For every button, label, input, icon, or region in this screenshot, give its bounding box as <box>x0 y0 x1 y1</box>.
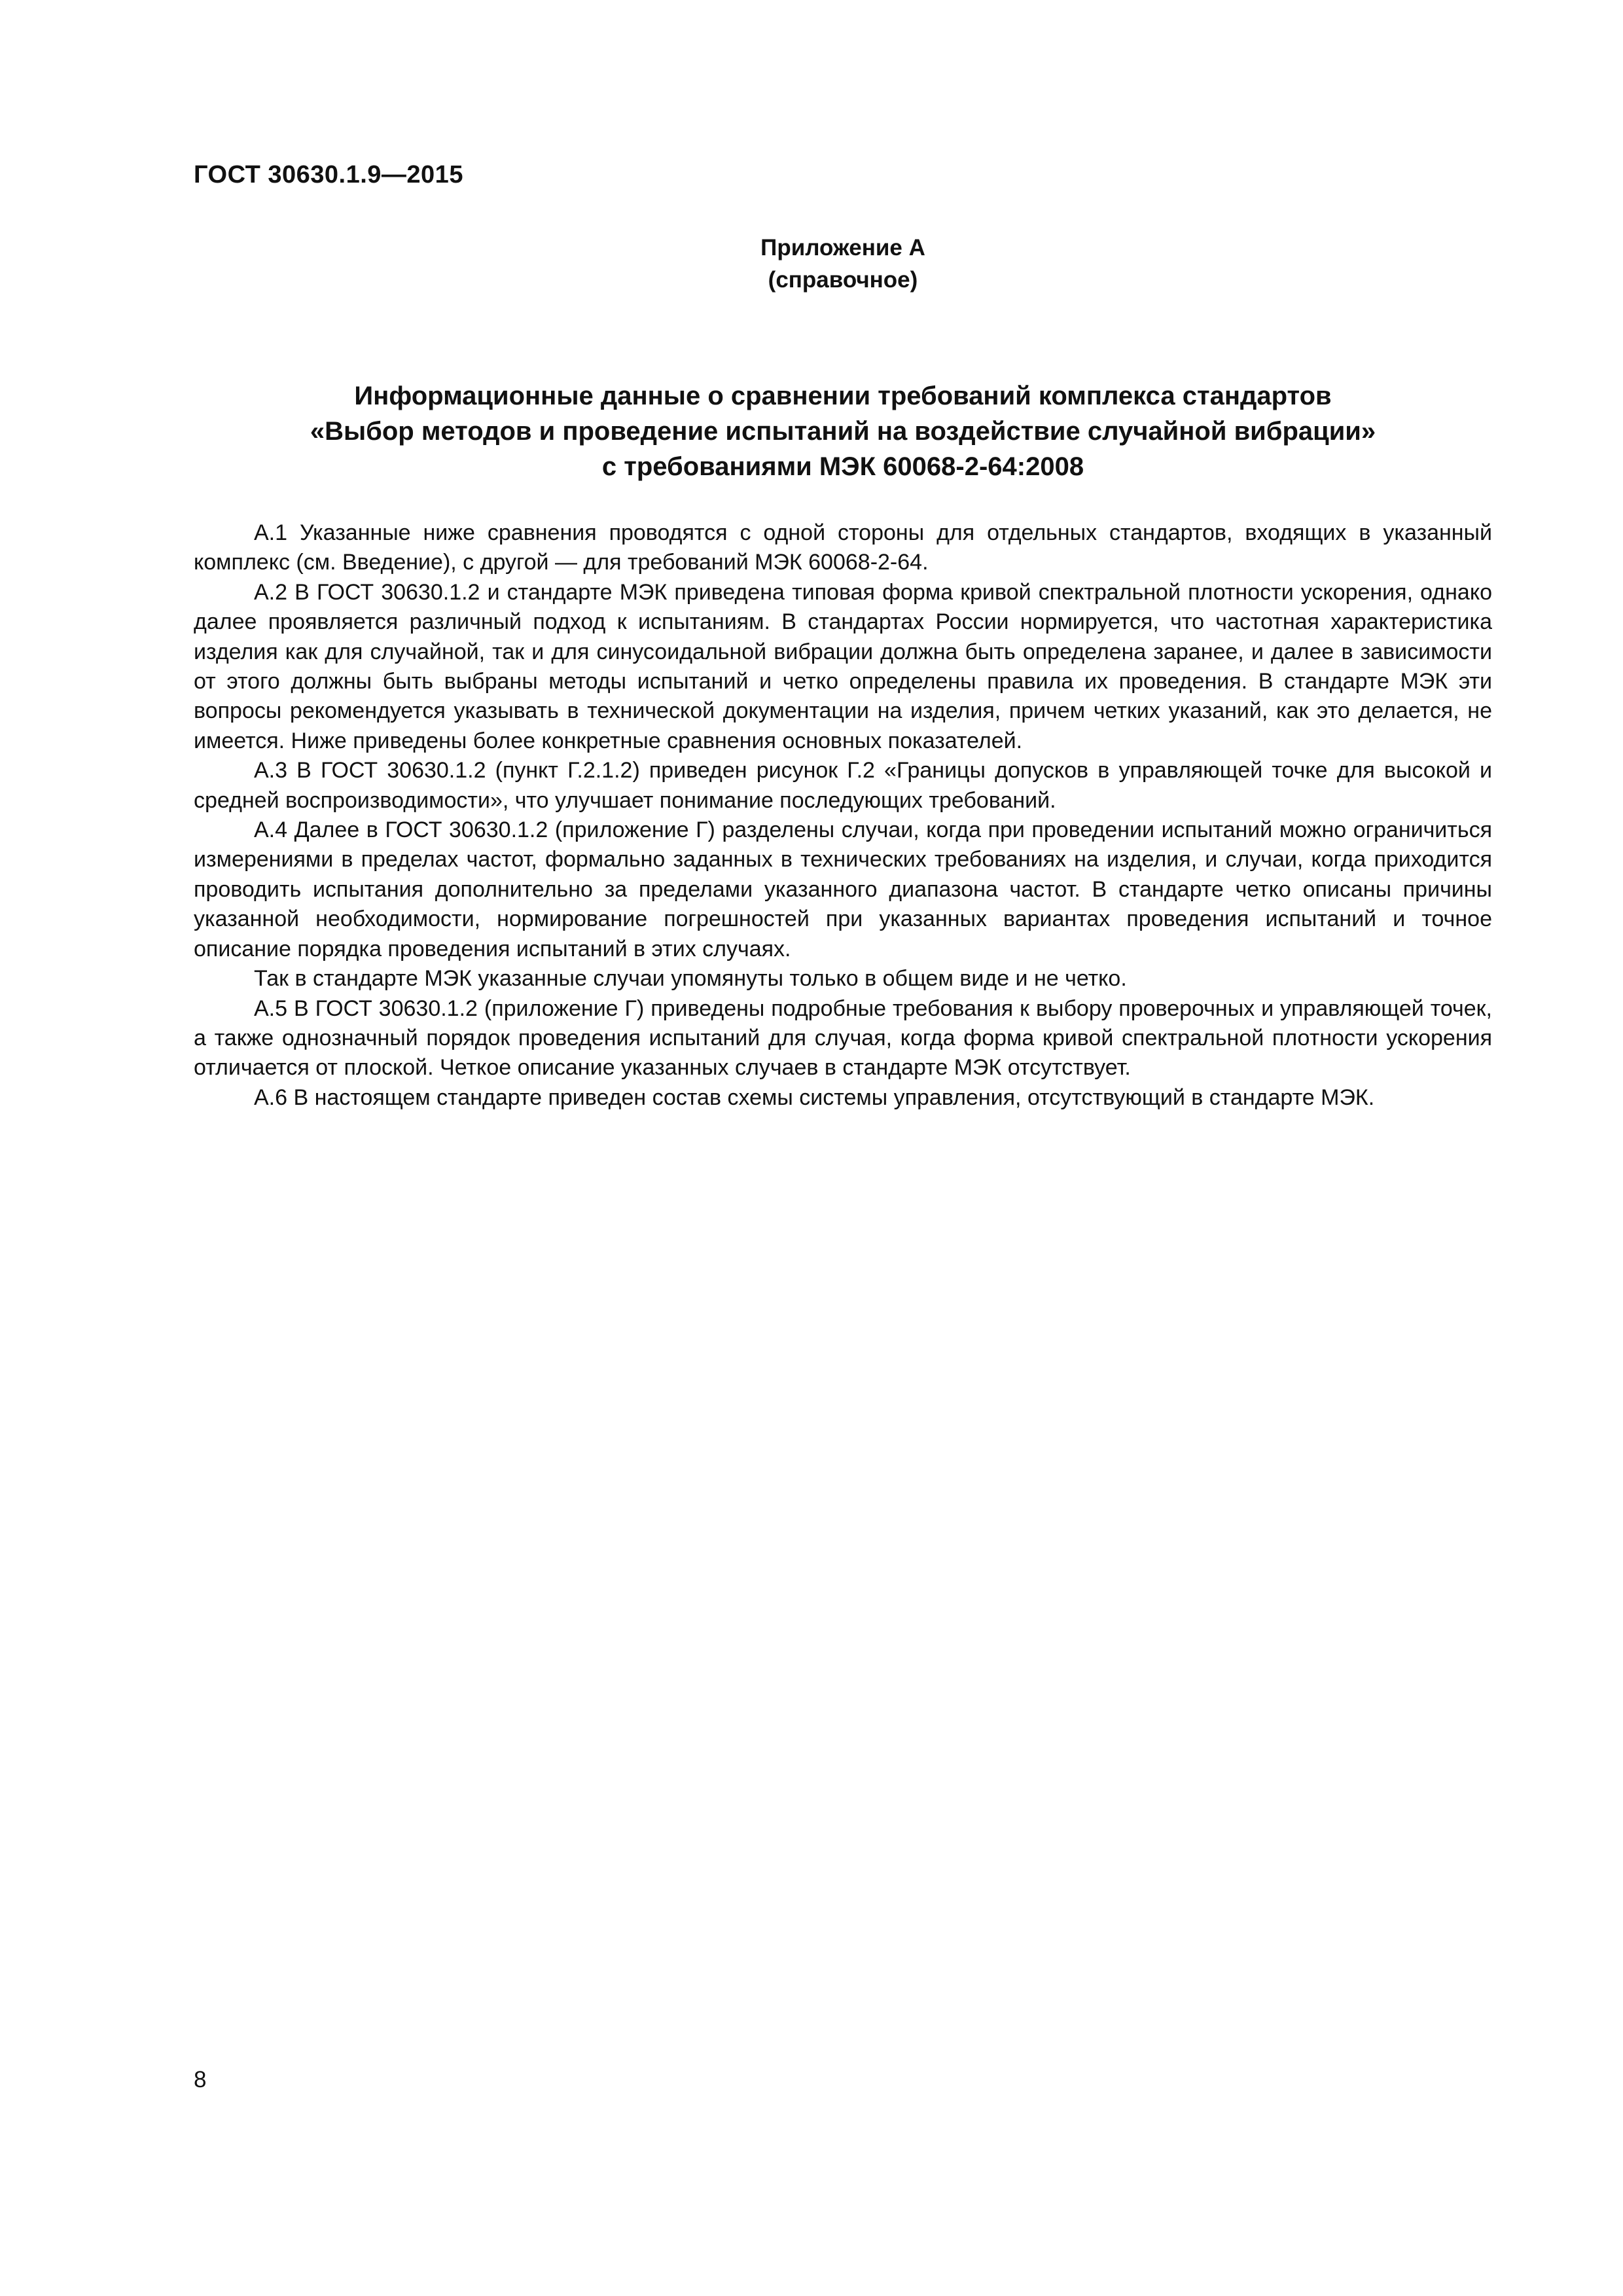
annex-title-line: Информационные данные о сравнении требований комплекса стандартов <box>354 382 1332 410</box>
paragraph-a1: А.1 Указанные ниже сравнения проводятся с одной стороны для отдельных стандартов, входящих в указанный комплекс (см. Введение), с другой — для требований МЭК 60068-2-64. <box>194 520 1492 575</box>
paragraph-a2: А.2 В ГОСТ 30630.1.2 и стандарте МЭК приведена типовая форма кривой спектральной плотности ускорения, однако далее проявляется различный подход к испытаниям. В стандартах России нормируется, что частотная характеристика изделия как для случайной, так и для синусоидальной вибрации должна быть определена заранее, и далее в зависимости от этого должны быть выбраны методы испытаний и четко определены правила их проведения. В стандарте МЭК эти вопросы рекомендуется указывать в технической документации на изделия, причем четких указаний, как это делается, не имеется. Ниже приведены более конкретные сравнения основных показателей. <box>194 579 1492 753</box>
annex-status: (справочное) <box>768 267 918 293</box>
annex-heading <box>194 232 1492 296</box>
annex-title-line: «Выбор методов и проведение испытаний на воздействие случайной вибрации» <box>310 417 1376 446</box>
paragraph-a6: А.6 В настоящем стандарте приведен состав схемы системы управления, отсутствующий в стандарте МЭК. <box>254 1085 1375 1110</box>
paragraph-a5: А.5 В ГОСТ 30630.1.2 (приложение Г) приведены подробные требования к выбору проверочных и управляющей точек, а также однозначный порядок проведения испытаний для случая, когда форма кривой спектральной плотности ускорения отличается от плоской. Четкое описание указанных случаев в стандарте МЭК отсутствует. <box>194 996 1492 1081</box>
page-number: 8 <box>194 2067 207 2092</box>
annex-body <box>194 518 1492 1113</box>
paragraph-a3: А.3 В ГОСТ 30630.1.2 (пункт Г.2.1.2) приведен рисунок Г.2 «Границы допусков в управляющей точке для высокой и средней воспроизводимости», что улучшает понимание последующих требований. <box>194 758 1492 813</box>
paragraph-a4: А.4 Далее в ГОСТ 30630.1.2 (приложение Г) разделены случаи, когда при проведении испытаний можно ограничиться измерениями в пределах частот, формально заданных в технических требованиях на изделия, и случаи, когда приходится проводить испытания дополнительно за пределами указанного диапазона частот. В стандарте четко описаны причины указанной необходимости, нормирование погрешностей при указанных вариантах проведения испытаний и точное описание порядка проведения испытаний в этих случаях. <box>194 817 1492 961</box>
paragraph-a4-note: Так в стандарте МЭК указанные случаи упомянуты только в общем виде и не четко. <box>254 966 1127 992</box>
annex-label: Приложение А <box>760 235 925 260</box>
annex-title-line: с требованиями МЭК 60068-2-64:2008 <box>601 452 1084 481</box>
annex-title <box>194 378 1492 484</box>
document-code: ГОСТ 30630.1.9—2015 <box>194 161 463 188</box>
